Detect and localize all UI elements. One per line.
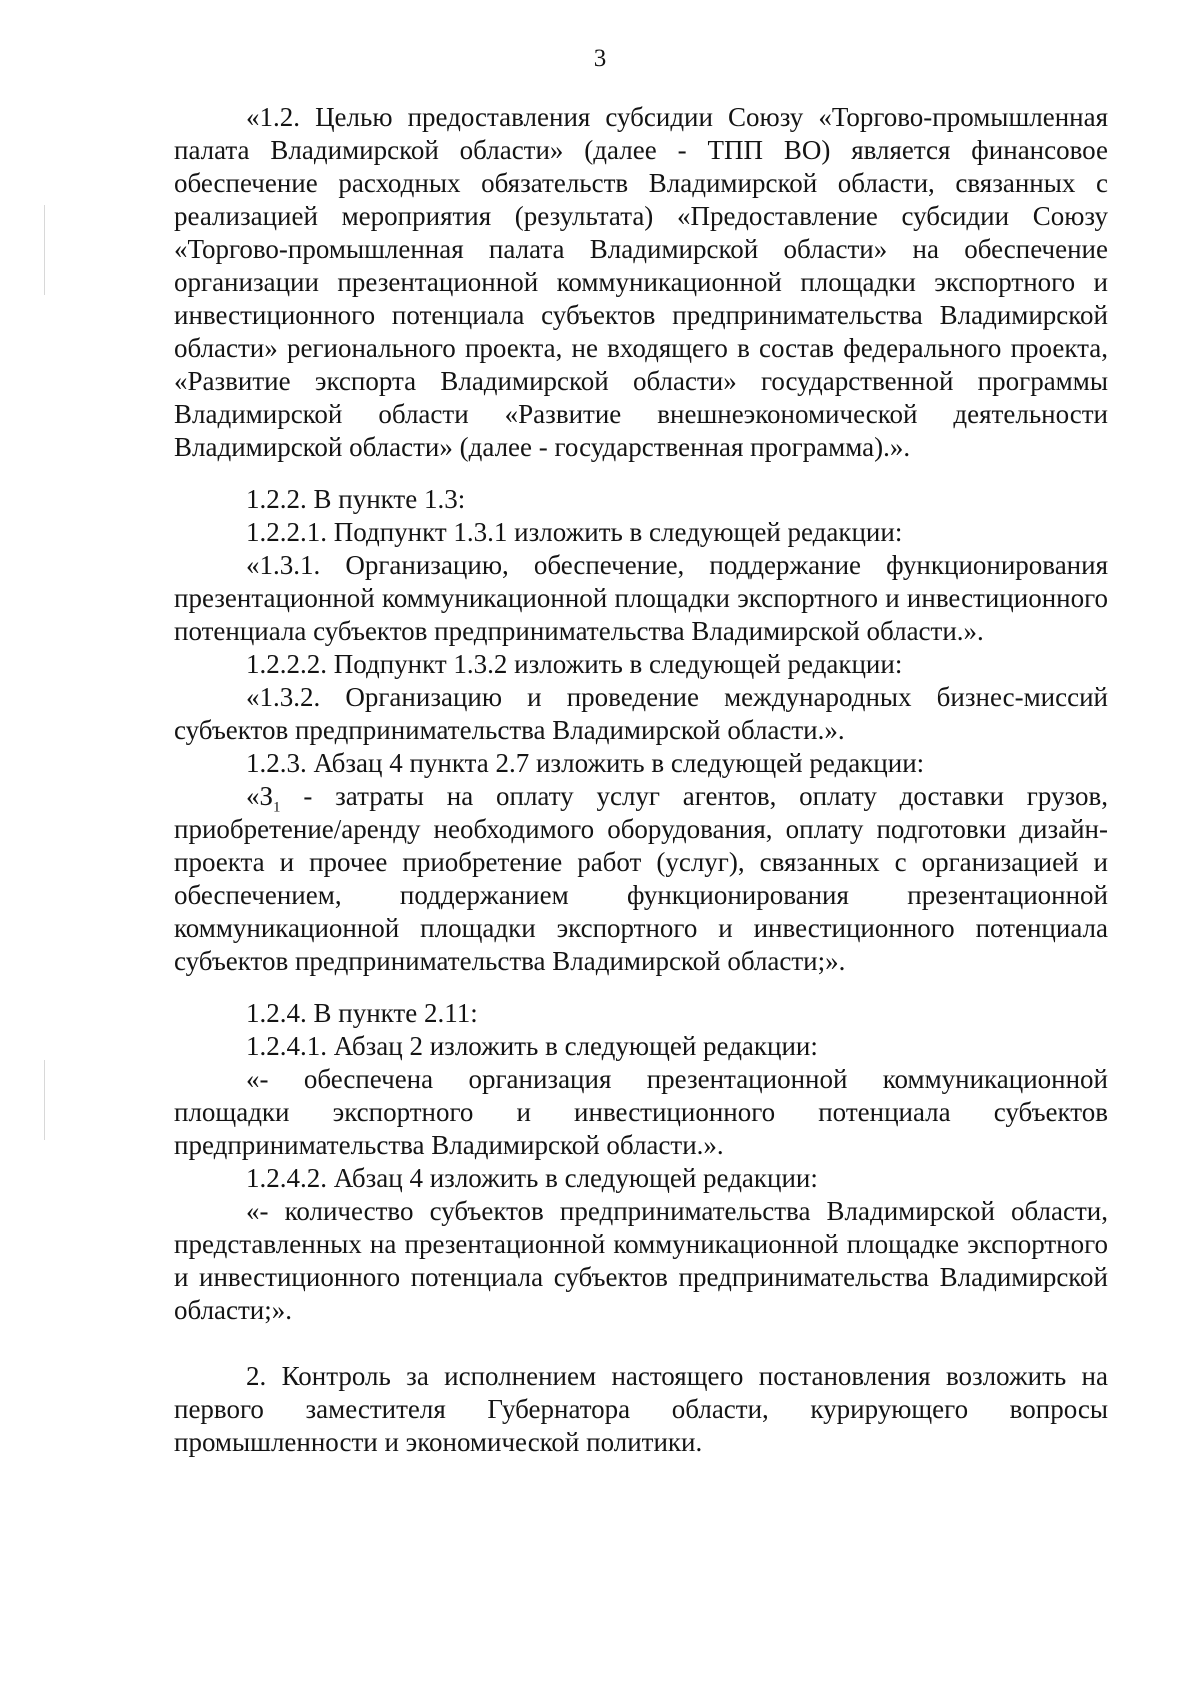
paragraph-1-2-subsidy-goal: «1.2. Целью предоставления субсидии Союзу «Торгово-промышленная палата Владимирской области» (далее - ТПП ВО) является финансовое обеспечение расходных обязательств Владимирской области, связанных с реализацией мероприятия (результата) «Предоставление субсидии Союзу «Торгово-промышленная палата Владимирской области» на обеспечение организации презентационной коммуникационной площадки экспортного и инвестиционного потенциала субъектов предпринимательства Владимирской области» регионального проекта, не входящего в состав федерального проекта, «Развитие экспорта Владимирской области» государственной программы Владимирской области «Развитие внешнеэкономической деятельности Владимирской области» (далее - государственная программа).». bbox=[174, 102, 1108, 462]
z1-subscript: 1 bbox=[273, 799, 281, 816]
scan-edge-mark bbox=[44, 205, 45, 295]
paragraph-1-2-2: 1.2.2. В пункте 1.3: bbox=[246, 484, 466, 514]
paragraph-2-11-abzac-4-text: «- количество субъектов предпринимательства Владимирской области, представленных на презентационной коммуникационной площадке экспортного и инвестиционного потенциала субъектов предпринимательства Владимирской области;». bbox=[174, 1196, 1108, 1325]
paragraph-1-3-1-text: «1.3.1. Организацию, обеспечение, поддержание функционирования презентационной коммуникационной площадки экспортного и инвестиционного потенциала субъектов предпринимательства Владимирской области.». bbox=[174, 550, 1108, 646]
paragraph-1-2-2-1: 1.2.2.1. Подпункт 1.3.1 изложить в следующей редакции: bbox=[246, 517, 903, 547]
paragraph-2-control: 2. Контроль за исполнением настоящего постановления возложить на первого заместителя Губернатора области, курирующего вопросы промышленности и экономической политики. bbox=[174, 1361, 1108, 1457]
paragraph-1-2-4-2: 1.2.4.2. Абзац 4 изложить в следующей редакции: bbox=[246, 1163, 818, 1193]
paragraph-2-11-abzac-2-text: «- обеспечена организация презентационной коммуникационной площадки экспортного и инвестиционного потенциала субъектов предпринимательства Владимирской области.». bbox=[174, 1064, 1108, 1160]
paragraph-z1-costs bbox=[174, 780, 1108, 978]
scan-edge-mark bbox=[44, 1060, 45, 1140]
z1-rest: - затраты на оплату услуг агентов, оплату доставки грузов, приобретение/аренду необходимого оборудования, оплату подготовки дизайн-проекта и прочее приобретение работ (услуг), связанных с организацией и обеспечением, поддержанием функционирования презентационной коммуникационной площадки экспортного и инвестиционного потенциала субъектов предпринимательства Владимирской области;». bbox=[174, 781, 1108, 976]
document-body bbox=[174, 101, 1108, 1459]
paragraph-1-2-4-1: 1.2.4.1. Абзац 2 изложить в следующей редакции: bbox=[246, 1031, 818, 1061]
z1-open: «З bbox=[246, 781, 274, 811]
paragraph-1-3-2-text: «1.3.2. Организацию и проведение международных бизнес-миссий субъектов предпринимательства Владимирской области.». bbox=[174, 682, 1108, 745]
page-number: 3 bbox=[593, 45, 607, 72]
paragraph-1-2-4: 1.2.4. В пункте 2.11: bbox=[246, 998, 478, 1028]
paragraph-1-2-2-2: 1.2.2.2. Подпункт 1.3.2 изложить в следующей редакции: bbox=[246, 649, 903, 679]
paragraph-1-2-3: 1.2.3. Абзац 4 пункта 2.7 изложить в следующей редакции: bbox=[246, 748, 925, 778]
